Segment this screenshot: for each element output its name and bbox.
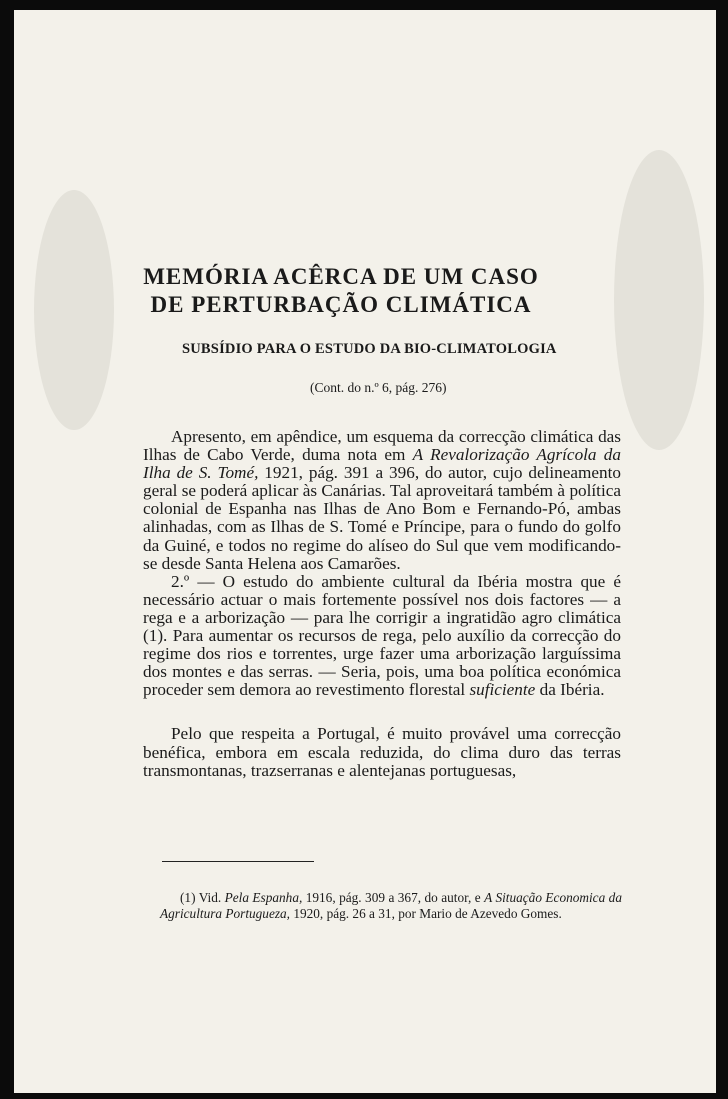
- emphasized-word: suficiente: [469, 680, 536, 700]
- paragraph-1: Apresento, em apêndice, um esquema da correcção climática das Ilhas de Cabo Verde, duma nota em A Revalorização Agrícola da Ilha de S. Tomé, 1921, pág. 391 a 396, do autor, cujo delineamento geral se poderá aplicar às Canárias. Tal aproveitará também à política colonial de Espanha nas Ilhas de Ano Bom e Fernando-Pó, ambas alinhadas, com as Ilhas de S. Tomé e Príncipe, para o fundo do golfo da Guiné, e todos no regime do alíseo do Sul que vem modificando-se desde Santa Helena aos Camarões.: [143, 427, 621, 573]
- article-title-line-2: DE PERTURBAÇÃO CLIMÁTICA: [150, 292, 532, 317]
- footnote-cited-work-2: A Situação Economica da Agricultura Portugueza,: [160, 890, 622, 921]
- document-page: [14, 10, 716, 1093]
- footnote-cited-work-1: Pela Espanha,: [224, 890, 303, 905]
- article-title-line-1: MEMÓRIA ACÊRCA DE UM CASO: [143, 264, 539, 289]
- article-subtitle: SUBSÍDIO PARA O ESTUDO DA BIO-CLIMATOLOGIA: [182, 341, 557, 357]
- footnote: (1) Vid. Pela Espanha, 1916, pág. 309 a 367, do autor, e A Situação Economica da Agricultura Portugueza, 1920, pág. 26 a 31, por Mario de Azevedo Gomes.: [160, 890, 622, 921]
- cited-work-title: A Revalorização Agrícola da Ilha de S. Tomé,: [143, 445, 621, 483]
- continuation-note: (Cont. do n.º 6, pág. 276): [310, 380, 447, 395]
- paragraph-2: 2.º — O estudo do ambiente cultural da Ibéria mostra que é necessário actuar o mais fortemente possível nos dois factores — a rega e a arborização — para lhe corrigir a ingratidão agro climática (1). Para aumentar os recursos de rega, pelo auxílio da correcção do regime dos rios e torrentes, urge fazer uma arborização larguíssima dos montes e das serras. — Seria, pois, uma boa política económica proceder sem demora ao revestimento florestal suficiente da Ibéria.: [143, 571, 621, 700]
- footnote-divider: [162, 861, 314, 862]
- paragraph-3: Pelo que respeita a Portugal, é muito provável uma correcção benéfica, embora em escala reduzida, do clima duro das terras transmontanas, trazserranas e alentejanas portuguesas,: [143, 724, 621, 780]
- article-body: [143, 428, 621, 780]
